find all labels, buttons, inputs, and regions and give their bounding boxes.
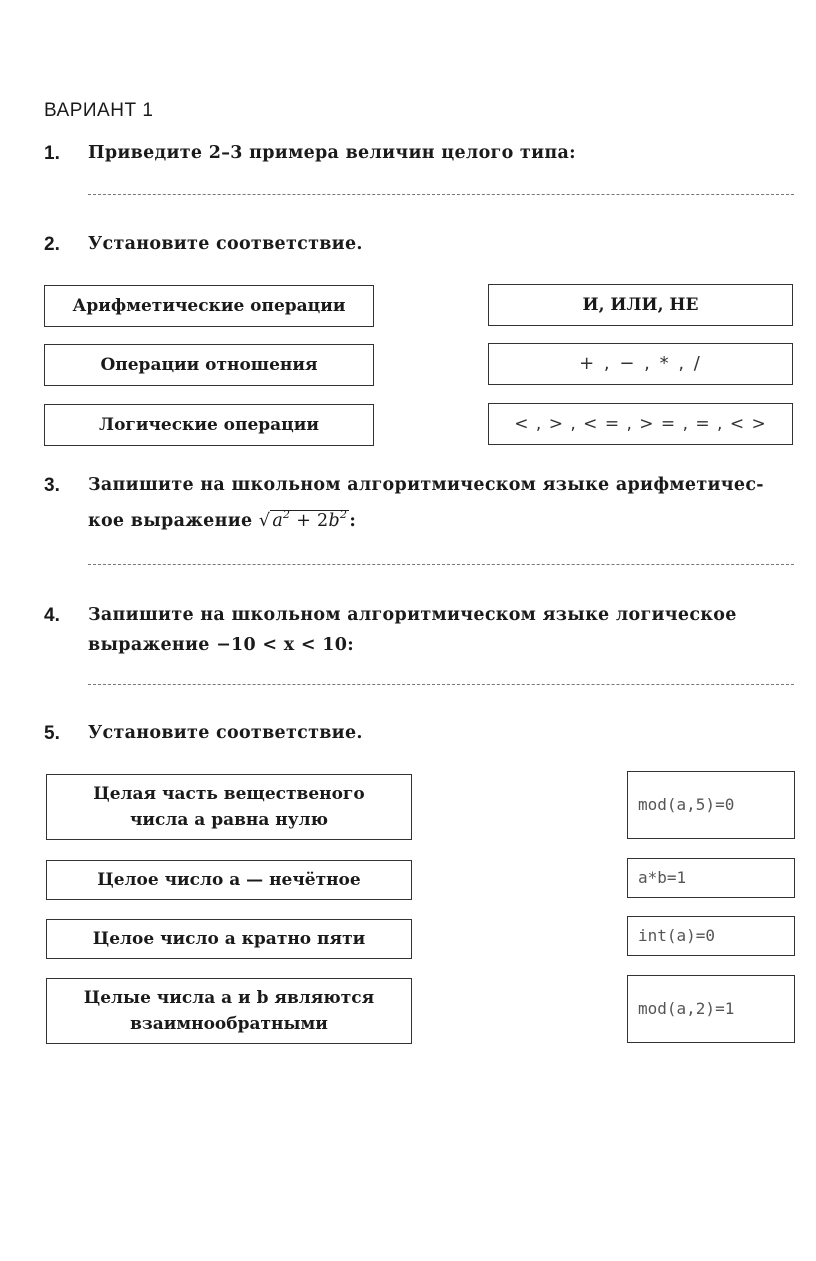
question-2-text: Установите соответствие. <box>88 234 363 254</box>
match2-left-reciprocal[interactable] <box>46 978 412 1044</box>
question-5-number: 5. <box>44 723 60 744</box>
expr-b: b <box>328 511 340 531</box>
expr-a: a <box>272 511 284 531</box>
match1-right-arith-ops[interactable] <box>488 343 793 385</box>
sqrt-expression: √ $a^2 + 2b^2$ <box>258 508 348 531</box>
question-3-text <box>88 470 798 536</box>
match2-right-code: int(a)=0 <box>638 926 716 945</box>
question-5-text: Установите соответствие. <box>88 723 363 743</box>
question-4-number: 4. <box>44 605 60 626</box>
match2-right-mod5[interactable] <box>627 771 795 839</box>
match2-left-line: Целые числа a и b являются <box>83 988 375 1008</box>
expr-plus: + 2 <box>290 511 329 531</box>
question-3-line-1: Запишите на школьном алгоритмическом языке арифметичес- <box>88 475 764 495</box>
match1-right-label: + , − , * , / <box>579 353 702 374</box>
question-4-line-1: Запишите на школьном алгоритмическом языке логическое <box>88 605 737 625</box>
match1-right-logical-ops[interactable] <box>488 284 793 326</box>
match1-left-relational[interactable] <box>44 344 374 386</box>
question-3-prefix: кое выражение <box>88 511 253 531</box>
match2-left-fraction-zero[interactable] <box>46 774 412 840</box>
match2-left-line: Целая часть вещественого <box>93 784 365 804</box>
answer-line-4[interactable] <box>88 684 794 685</box>
match2-right-code: a*b=1 <box>638 868 687 887</box>
match2-right-code: mod(a,5)=0 <box>638 795 735 814</box>
match1-left-logical[interactable] <box>44 404 374 446</box>
match2-right-mod2[interactable] <box>627 975 795 1043</box>
match1-left-label: Арифметические операции <box>72 296 346 316</box>
question-3-number: 3. <box>44 475 60 496</box>
answer-line-1[interactable] <box>88 194 794 195</box>
match1-left-label: Логические операции <box>99 415 319 435</box>
question-1-text: Приведите 2–3 примера величин целого типа: <box>88 143 576 163</box>
match1-left-label: Операции отношения <box>100 355 318 375</box>
question-4-text <box>88 600 798 660</box>
question-2-number: 2. <box>44 234 60 255</box>
variant-title: ВАРИАНТ 1 <box>44 100 154 121</box>
match2-left-line: взаимнообратными <box>130 1014 328 1034</box>
match2-left-odd[interactable] <box>46 860 412 900</box>
answer-line-3[interactable] <box>88 564 794 565</box>
match2-right-int[interactable] <box>627 916 795 956</box>
match2-right-product[interactable] <box>627 858 795 898</box>
question-4-line-2: выражение −10 < x < 10: <box>88 635 354 655</box>
match1-right-relational-ops[interactable] <box>488 403 793 445</box>
match2-right-code: mod(a,2)=1 <box>638 999 735 1018</box>
expr-exp-2: 2 <box>340 508 348 521</box>
match2-left-line: Целое число a кратно пяти <box>92 929 366 949</box>
question-3-line-2 <box>88 500 798 536</box>
match2-left-line: Целое число a — нечётное <box>97 870 361 890</box>
question-3-suffix: : <box>349 511 357 531</box>
expr-exp-1: 2 <box>283 508 291 521</box>
match1-left-arithmetic[interactable] <box>44 285 374 327</box>
match2-left-line: числа a равна нулю <box>129 810 329 830</box>
match1-right-label: И, ИЛИ, НЕ <box>582 295 699 315</box>
match1-right-label: < , > , < = , > = , = , < > <box>514 414 767 434</box>
question-1-number: 1. <box>44 143 60 164</box>
match2-left-multiple-of-five[interactable] <box>46 919 412 959</box>
